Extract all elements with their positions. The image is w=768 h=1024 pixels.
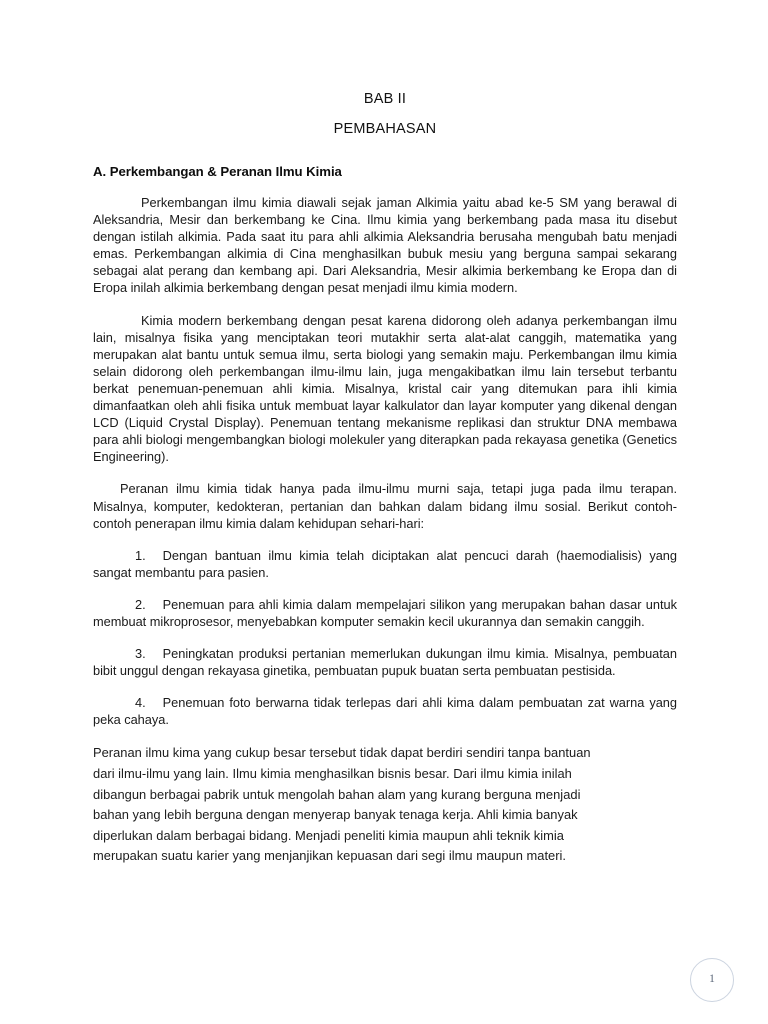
chapter-subtitle: PEMBAHASAN bbox=[333, 121, 437, 137]
list-item-text: Penemuan foto berwarna tidak terlepas dari ahli kima dalam pembuatan zat warna yang peka cahaya. bbox=[93, 695, 677, 728]
document-body bbox=[93, 84, 677, 880]
page-number-badge bbox=[690, 958, 734, 1002]
paragraph-2: Kimia modern berkembang dengan pesat karena didorong oleh adanya perkembangan ilmu lain, misalnya fisika yang menciptakan teori mutakhir serta alat-alat canggih, matematika yang merupakan alat bantu untuk semua ilmu, serta biologi yang semakin maju. Perkembangan ilmu kimia selain didorong oleh perkembangan ilmu-ilmu lain, juga mengakibatkan ilmu lain tersebut terbantu berkat penemuan-penemuan ahli kimia. Misalnya, kristal cair yang ditemukan para ihli kimia dimanfaatkan oleh ahli fisika untuk membuat layar kalkulator dan layar komputer yang dikenal dengan LCD (Liquid Crystal Display). Penemuan tentang mekanisme replikasi dan struktur DNA membawa para ahli biologi mengembangkan biologi molekuler yang diterapkan pada rekayasa genetika (Genetics Engineering). bbox=[93, 312, 677, 465]
list-item bbox=[93, 596, 677, 630]
list-item-text: Peningkatan produksi pertanian memerlukan dukungan ilmu kimia. Misalnya, pembuatan bibit unggul dengan rekayasa ginetika, pembuatan pupuk buatan serta pembuatan pestisida. bbox=[93, 646, 677, 679]
list-item-number: 4. bbox=[135, 695, 146, 711]
list-item-number: 2. bbox=[135, 596, 146, 612]
page-number: 1 bbox=[709, 973, 715, 986]
closing-paragraph: Peranan ilmu kima yang cukup besar tersebut tidak dapat berdiri sendiri tanpa bantuan dari ilmu-ilmu yang lain. Ilmu kimia menghasilkan bisnis besar. Dari ilmu kimia inilah dibangun berbagai pabrik untuk mengolah bahan alam yang kurang berguna menjadi bahan yang lebih berguna dengan menyerap banyak tenaga kerja. Ahli kimia banyak diperlukan dalam berbagai bidang. Menjadi peneliti kimia maupun ahli teknik kimia merupakan suatu karier yang menjanjikan kepuasan dari segi ilmu maupun materi. bbox=[93, 745, 591, 864]
list-item-number: 1. bbox=[135, 547, 146, 563]
list-item-text: Penemuan para ahli kimia dalam mempelajari silikon yang merupakan bahan dasar untuk membuat mikroprosesor, menyebabkan komputer semakin kecil ukurannya dan semakin canggih. bbox=[93, 596, 677, 629]
paragraph-1: Perkembangan ilmu kimia diawali sejak jaman Alkimia yaitu abad ke-5 SM yang berawal di Aleksandria, Mesir dan berkembang ke Cina. Ilmu kimia yang berkembang pada masa itu disebut dengan istilah alkimia. Pada saat itu para ahli alkimia Aleksandria berusaha mengubah batu menjadi emas. Perkembangan alkimia di Cina menghasilkan bubuk mesiu yang berguna sampai sekarang sebagai alat perang dan kembang api. Dari Aleksandria, Mesir alkimia berkembang ke Eropa dan di Eropa inilah alkimia berkembang dengan pesat menjadi ilmu kimia modern. bbox=[93, 195, 677, 296]
list-item bbox=[93, 645, 677, 679]
list-item-number: 3. bbox=[135, 646, 146, 662]
paragraph-3: Peranan ilmu kimia tidak hanya pada ilmu-ilmu murni saja, tetapi juga pada ilmu terapan. Misalnya, komputer, kedokteran, pertanian dan bahkan dalam bidang ilmu sosial. Berikut contoh-contoh penerapan ilmu kimia dalam kehidupan sehari-hari: bbox=[93, 481, 677, 531]
list-item-text: Dengan bantuan ilmu kimia telah diciptakan alat pencuci darah (haemodialisis) yang sangat membantu para pasien. bbox=[93, 547, 677, 580]
list-item bbox=[93, 547, 677, 581]
list-item bbox=[93, 694, 677, 728]
chapter-title: BAB II bbox=[363, 91, 407, 107]
section-heading: A. Perkembangan & Peranan Ilmu Kimia bbox=[93, 164, 342, 179]
